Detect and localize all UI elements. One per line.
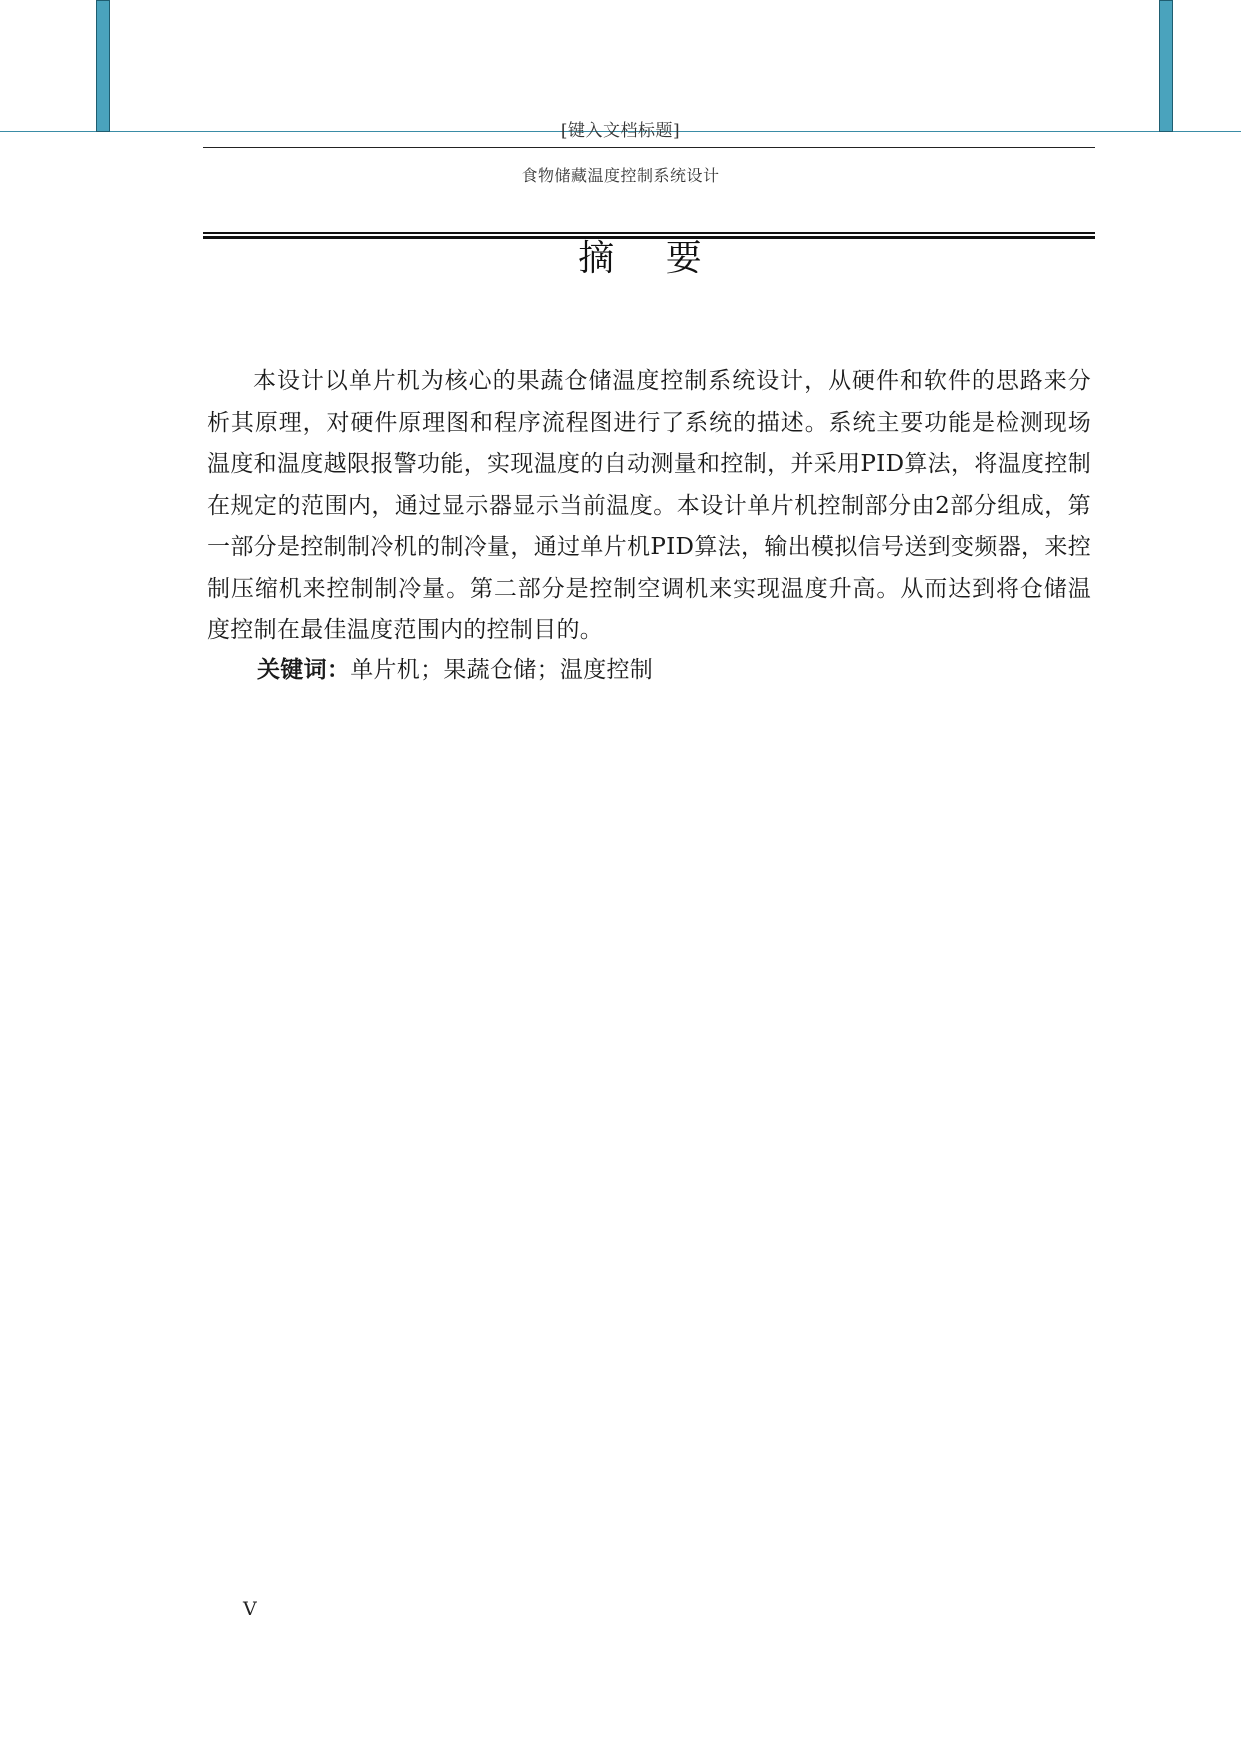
- abstract-heading: 摘 要: [578, 238, 722, 279]
- running-header-title: 食物储藏温度控制系统设计: [521, 166, 720, 185]
- keywords-label: 关键词：: [257, 657, 351, 683]
- page-number: V: [243, 1598, 257, 1620]
- document-title-placeholder[interactable]: [键入文档标题]: [560, 121, 681, 141]
- keywords-text: 单片机；果蔬仓储；温度控制: [350, 657, 654, 683]
- abstract-body: 本设计以单片机为核心的果蔬仓储温度控制系统设计，从硬件和软件的思路来分析其原理，对硬件原理图和程序流程图进行了系统的描述。系统主要功能是检测现场温度和温度越限报警功能，实现温度的自动测量和控制，并采用PID算法，将温度控制在规定的范围内，通过显示器显示当前温度。本设计单片机控制部分由2部分组成，第一部分是控制制冷机的制冷量，通过单片机PID算法，输出模拟信号送到变频器，来控制压缩机来控制制冷量。第二部分是控制空调机来实现温度升高。从而达到将仓储温度控制在最佳温度范围内的控制目的。: [207, 368, 1091, 643]
- title-rule-top: [203, 232, 1095, 234]
- header-rule: [203, 147, 1095, 148]
- header-left-accent-bar: [96, 0, 110, 132]
- header-right-accent-bar: [1159, 0, 1173, 132]
- keywords-line: [257, 650, 653, 691]
